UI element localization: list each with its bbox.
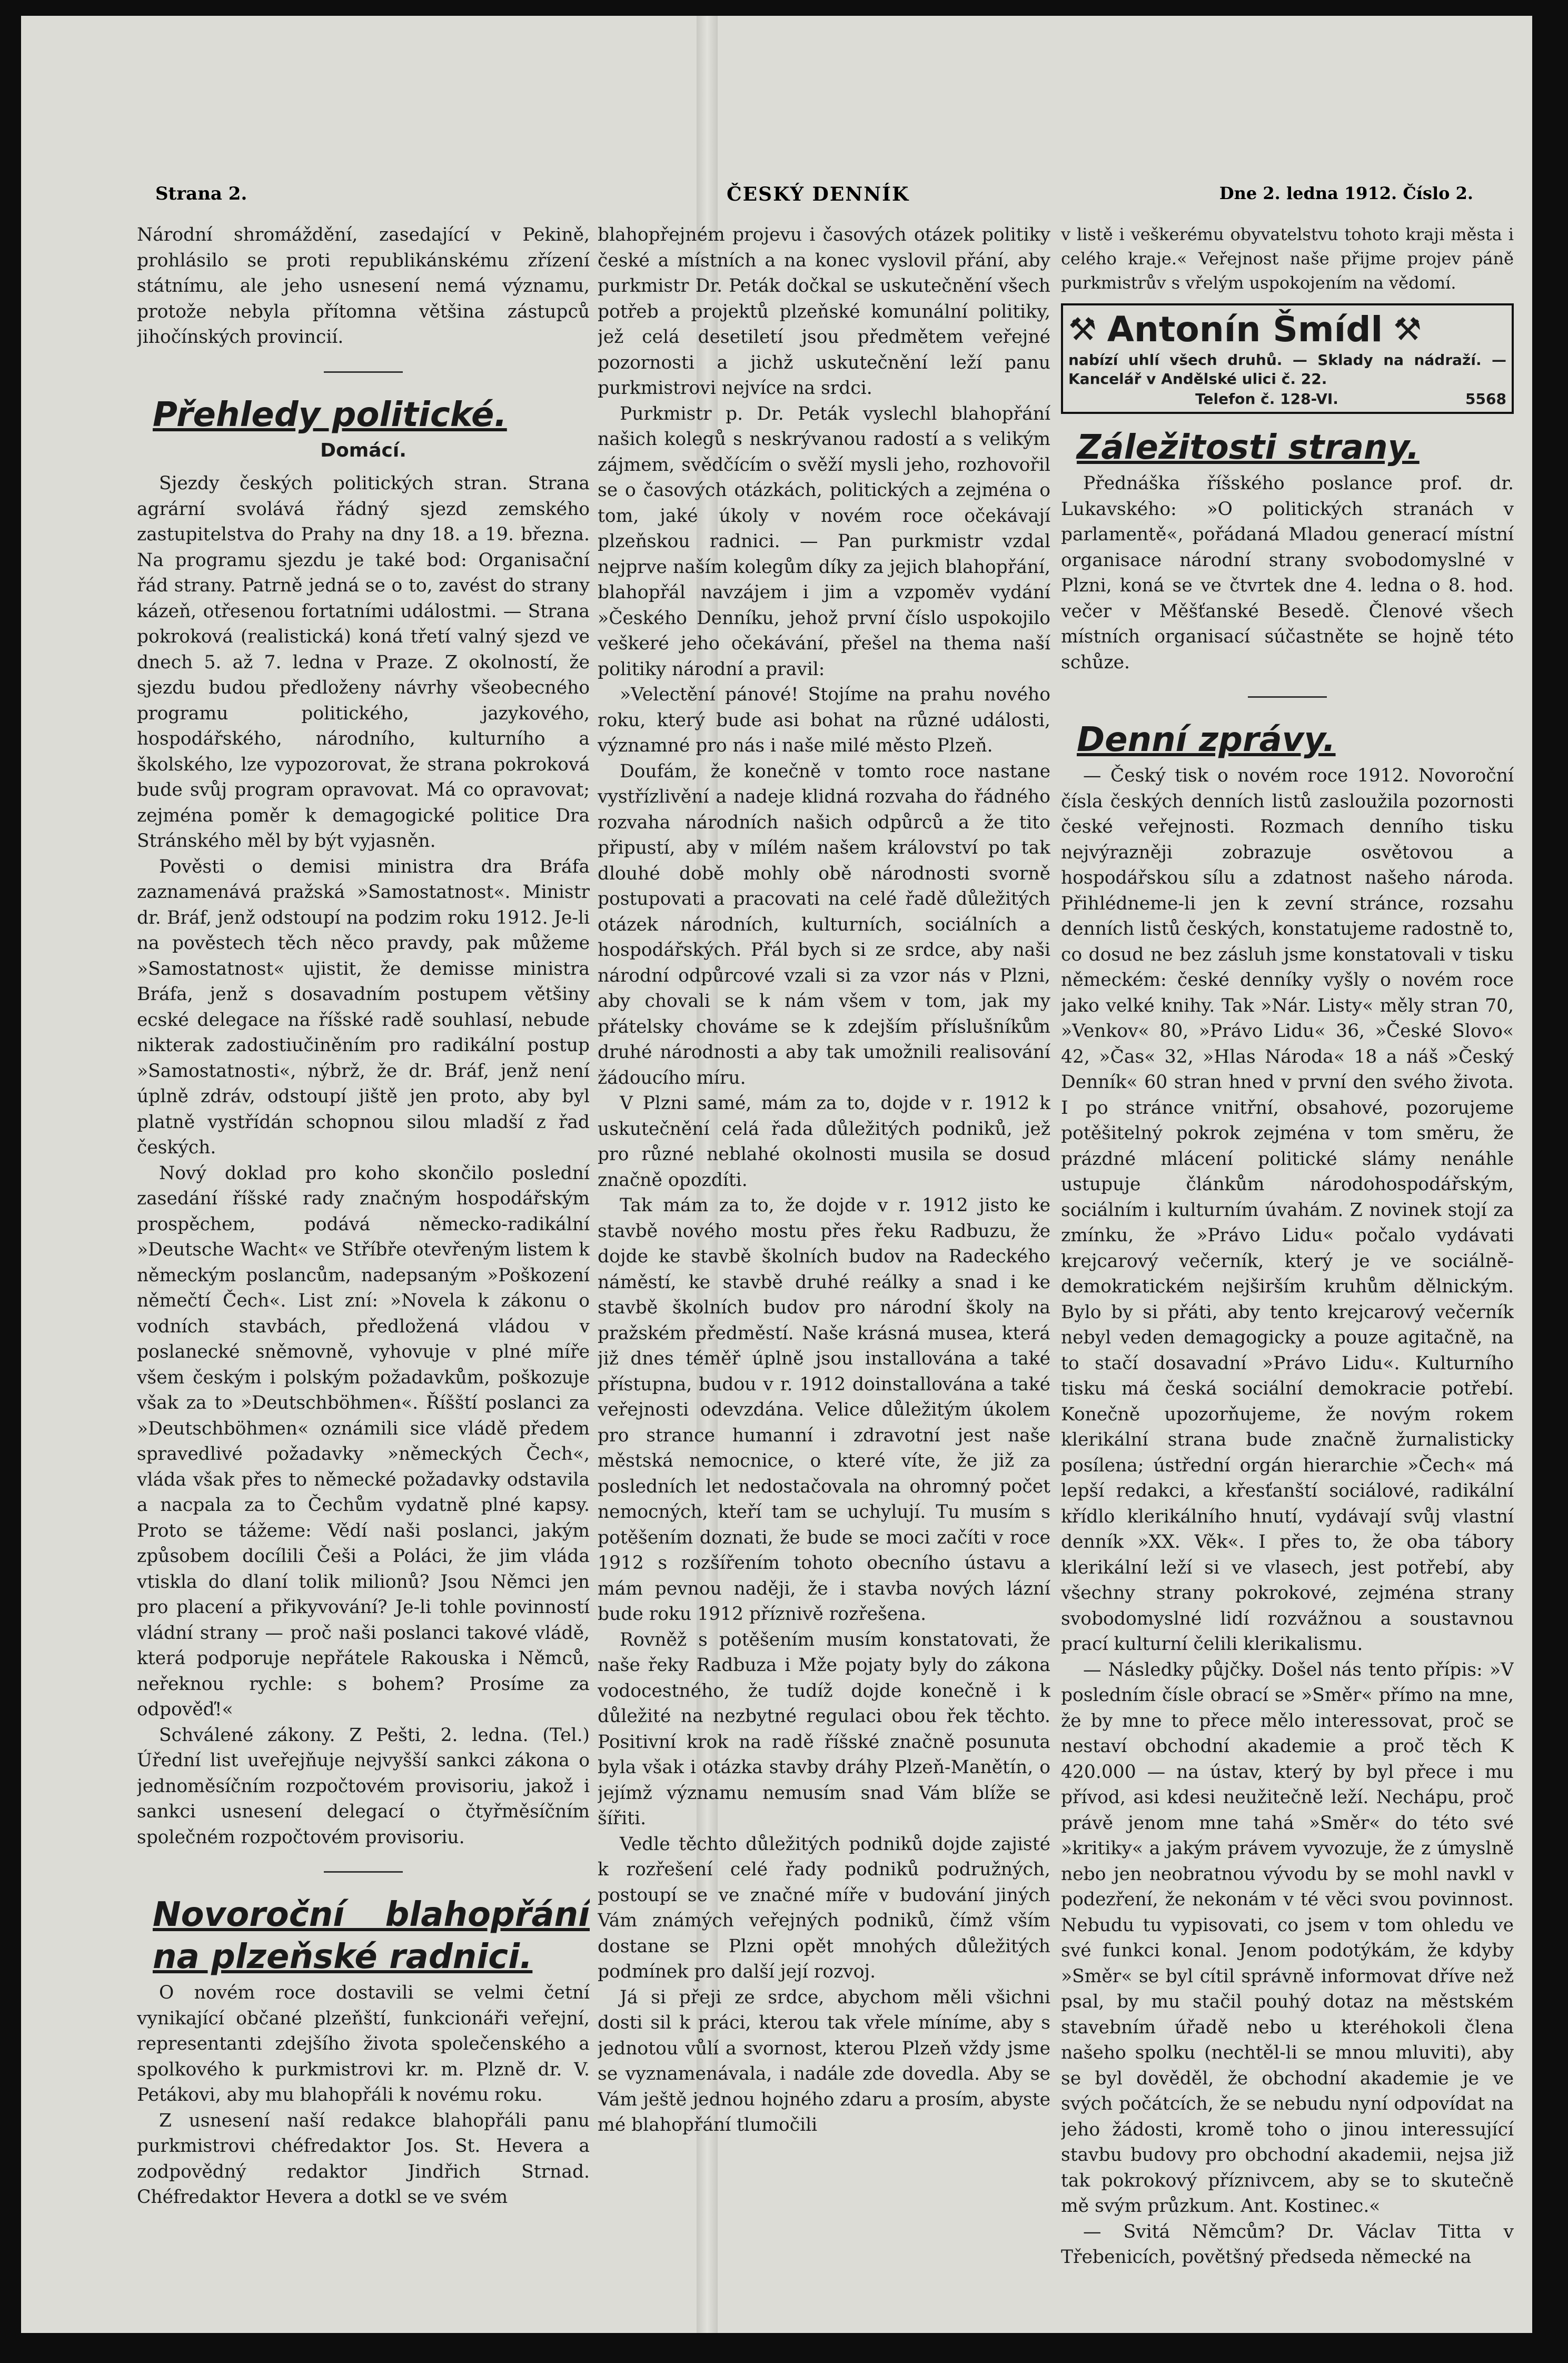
article-text: Schválené zákony. Z Pešti, 2. ledna. (Tel.) Úřední list uveřejňuje nejvyšší sankci zákona o jednoměsíčním rozpočtovém provisoriu, jakož i sankci usnesení delegací o čtyřměsíčním společném rozpočtovém provisoriu.: [137, 1724, 590, 1848]
article-text: Já si přeji ze srdce, abychom měli všichni dosti sil k práci, kterou tak vřele míníme, aby s jednotou vůlí a svornost, kterou Plzeň vždy jsme se vyznamenávala, i nadále zde dovedla. Aby se Vám ještě jednou hojného zdaru a prosím, abyste mé blahopřání tlumočili: [598, 1986, 1050, 2135]
divider: [324, 1871, 403, 1873]
section-heading: Přehledy politické.: [153, 395, 507, 434]
section-heading: Novoroční blahopřání na plzeňské radnici.: [153, 1895, 590, 1976]
article-text: »Velectění pánové! Stojíme na prahu nového roku, který bude asi bohat na různé události, významné pro nás i naše milé město Plzeň.: [598, 684, 1050, 756]
section-subheading: Domácí.: [320, 439, 406, 461]
crossed-hammers-icon: ⚒: [1068, 311, 1097, 348]
column-1: [137, 222, 590, 2318]
article-text: Doufám, že konečně v tomto roce nastane vystřízlivění a nadeje klidná rozvaha do řádného rozvaha národních našich odpůrců a že tito připustí, aby v mílém našem království po tak dlouhé době mohly obě národnosti svorně postupovati a pracovati na celé řadě důležitých otázek národních, kulturních, sociálních a hospodářských. Přál bych si ze srdce, aby naši národní odpůrcové vzali si za vzor nás v Plzni, aby chovali se k nám všem v tom, jak my přátelsky chováme se k zdejším příslušníkům druhé národnosti a aby tak umožnili realisování žádoucího míru.: [598, 760, 1050, 1089]
article-text: — Následky půjčky. Došel nás tento přípis: »V posledním čísle obrací se »Směr« přímo na mne, že by mne to přece mělo interessovat, proč se nestaví obchodní akademie a proč těch K 420.000 — na ústav, který by byl přece i mu přívod, asi kdesi neužitečně leží. Nechápu, proč právě jenom mne tahá »Směr« do této své »kritiky« a jakým právem vyvozuje, že z úmyslně nebo jen neobratnou vývodu by se mohl navkl v podezření, že nekonám v té věci svou povinnost. Nebudu tu vypisovati, co jsem v tom ohledu ve své funkci konal. Jenom podotýkám, že kdyby »Směr« se byl cítil správně informovat dříve než psal, by mu stačil pouhý dotaz na městském stavebním úřadě nebo u kteréhokoli člena našeho spolku (nechtěl-li se mnou mluviti), aby se byl dověděl, že obchodní akademie je ve svých počátcích, že se nebudu nyní odpovídat na jeho žádosti, kromě toho o jinou interessující stavbu budovy pro obchodní akademii, nejsa již tak pokrokový příznivcem, aby se to skutečně mě svým průzkum. Ant. Kostinec.«: [1061, 1659, 1514, 2217]
section-heading: Záležitosti strany.: [1077, 428, 1420, 467]
ad-code: 5568: [1465, 390, 1506, 408]
page-label: Strana 2.: [155, 183, 247, 204]
article-text: Purkmistr p. Dr. Peták vyslechl blahopřání našich kolegů s neskrývanou radostí a s velikým zájmem, svědčícím o svěží mysli jeho, rozhovořil se o časových otázkách, politických a zejména o tom, jaké úkoly v novém roce očekávají plzeňskou radnici. — Pan purkmistr vzdal nejprve naším kolegům díky za jejich blahopřání, blahopřál navzájem i jim a vzpoměv vydání »Českého Denníku, jehož první číslo uspokojilo veškeré jeho očekávání, přešel na thema naší politiky národní a pravil:: [598, 403, 1050, 680]
article-text: O novém roce dostavili se velmi četní vynikající občané plzeňští, funkcionáři veřejní, representanti zdejšího života společenského a spolkového k purkmistrovi kr. m. Plzně dr. V. Petákovi, aby mu blahopřáli k novému roku.: [137, 1982, 590, 2105]
column-3: [1061, 222, 1514, 2318]
divider: [324, 371, 403, 373]
article-text: Nový doklad pro koho skončilo poslední zasedání říšské rady značným hospodářským prospěchem, podává německo-radikální »Deutsche Wacht« ve Stříbře otevřeným listem k německým poslancům, nadepsaným »Poškození němečtí Čech«. List zní: »Novela k zákonu o vodních stavbách, předložená vládou v poslanecké sněmovně, vyhovuje v plné míře všem českým i polským požadavkům, poškozuje však za to »Deutschböhmen«. Říšští poslanci za »Deutschböhmen« oznámili sice vládě předem spravedlivé požadavky »německých Čech«, vláda však přes to německé požadavky odstavila a nacpala za to Čechům vydatně plné kapsy. Proto se tážeme: Vědí naši poslanci, jakým způsobem docílili Češi a Poláci, že jim vláda vtiskla do dlaní tolik milionů? Jsou Němci jen pro placení a přikyvování? Je-li tohle povinností vládní strany — proč naši poslanci takové vládě, která podporuje nepřátele Rakouska i Němců, neřeknou rychle: s bohem? Prosíme za odpověď!«: [137, 1162, 590, 1720]
article-text: Přednáška říšského poslance prof. dr. Lukavského: »O politických stranách v parlamentě«, pořádaná Mladou generací místní organisace národní strany svobodomyslné v Plzni, koná se ve čtvrtek dne 4. ledna o 8. hod. večer v Měšťanské Besedě. Členové všech místních organisací súčastněte se hojně této schůze.: [1061, 473, 1514, 673]
article-text: V Plzni samé, mám za to, dojde v r. 1912 k uskutečnění celá řada důležitých podniků, jež pro různé neblahé okolnosti musila se dosud značně opozdíti.: [598, 1093, 1050, 1191]
article-text: blahopřejném projevu i časových otázek politiky české a místních a na konec vyslovil přání, aby purkmistr Dr. Peták dočkal se uskutečnění všech potřeb a projektů plzeňské komunální politiky, jež celá desetiletí jsou předmětem veřejné pozornosti a jichž uskutečnění leží panu purkmistrovi nejvíce na srdci.: [598, 224, 1050, 399]
crossed-hammers-icon: ⚒: [1393, 311, 1422, 348]
article-text: Pověsti o demisi ministra dra Bráfa zaznamenává pražská »Samostatnost«. Ministr dr. Bráf, jenž odstoupí na podzim roku 1912. Je-li na pověstech těch něco pravdy, pak můžeme »Samostatnost« ujistit, že demisse ministra Bráfa, jenž s dosavadním postupem většiny ecské delegace na říšské radě souhlasí, nebude nikterak zadostiučiněním pro radikální postup »Samostatnosti«, nýbrž, že dr. Bráf, jenž není úplně zdráv, odstoupí jiště jen proto, aby byl platně vystřídán schopnou silou mladší z řad českých.: [137, 856, 590, 1158]
article-text: Z usnesení naší redakce blahopřáli panu purkmistrovi chéfredaktor Jos. St. Hevera a zodpovědný redaktor Jindřich Strnad. Chéfredaktor Hevera a dotkl se ve svém: [137, 2110, 590, 2208]
ad-name: [1068, 309, 1506, 351]
ad-footer: [1068, 390, 1506, 409]
article-text: Sjezdy českých politických stran. Strana agrární svolává řádný sjezd zemského zastupitelstva do Prahy na dny 18. a 19. března. Na programu sjezdu je také bod: Organisační řád strany. Patrně jedná se o to, zavést do strany kázeň, otřesenou fortatními událostmi. — Strana pokroková (realistická) koná třetí valný sjezd ve dnech 5. až 7. ledna v Praze. Z okolností, že sjezdu budou předloženy návrhy všeobecného programu politického, jazykového, hospodářského, národního, kulturního a školského, lze vypozorovat, že strana pokroková bude svůj program opravovat. Má co opravovat; zejména poměr k demagogické politice Dra Stránského měl by být vyjasněn.: [137, 473, 590, 852]
article-text: — Svitá Němcům? Dr. Václav Titta v Třebenicích, povětšný předseda německé na: [1061, 2221, 1514, 2268]
page-header: [21, 183, 1532, 215]
article-text: Vedle těchto důležitých podniků dojde zajisté k rozřešení celé řady podniků podružných, postoupí se ve značné míře v budování jiných Vám známých veřejných podniků, čímž vším dostane se Plzni opět mnohých důležitých podmínek pro další její rozvoj.: [598, 1833, 1050, 1982]
ad-text: nabízí uhlí všech druhů. — Sklady na nádraží. — Kancelář v Andělské ulici č. 22.: [1068, 351, 1506, 388]
column-2: [598, 222, 1050, 2318]
advertisement: [1061, 303, 1514, 414]
article-text: Národní shromáždění, zasedající v Pekině, prohlásilo se proti republikánskému zřízení státnímu, ale jeho usnesení nemá významu, protože nebyla přítomna většina zástupců jihočínských provincií.: [137, 224, 590, 348]
newspaper-page: [21, 16, 1532, 2333]
ad-phone: Telefon č. 128-VI.: [1195, 390, 1338, 408]
notice-text: v listě i veškerému obyvatelstvu tohoto kraji města i celého kraje.« Veřejnost naše přijme projev páně purkmistrův s vřelým uspokojením na vědomí.: [1061, 224, 1514, 293]
divider: [1248, 696, 1327, 698]
newspaper-title: ČESKÝ DENNÍK: [727, 183, 910, 205]
article-text: — Český tisk o novém roce 1912. Novoroční čísla českých denních listů zasloužila pozornosti české veřejnosti. Rozmach denního tisku nejvýrazněji zobrazuje osvětovou a hospodářskou sílu a zdatnost našeho národa. Přihlédneme-li jen k zevní stránce, rozsahu denních listů českých, konstatujeme radostně to, co dosud ne bez zásluh jsme konstatovali v tisku německém: české denníky vyšly o novém roce jako velké knihy. Tak »Nár. Listy« měly stran 70, »Venkov« 80, »Právo Lidu« 36, »České Slovo« 42, »Čas« 32, »Hlas Národa« 18 a náš »Český Denník« 60 stran hned v první den svého života. I po stránce vnitřní, obsahové, pozorujeme potěšitelný pokrok zejména v tom směru, že prázdné mlácení politické slámy nenáhle ustupuje článkům národohospodářským, sociálním i kulturním úvahám. Z novinek stojí za zmínku, že »Právo Lidu« počalo vydávati krejcarový večerník, který je ve sociálně-demokratickém nejširším kruhům dělnickým. Bylo by si přáti, aby tento krejcarový večerník nebyl veden demagogicky a pouze agitačně, na to stačí dosavadní »Právo Lidu«. Kulturního tisku má česká sociální demokracie potřebí. Konečně upozorňujeme, že novým rokem klerikální strana bude značně žurnalisticky posílena; ústřední orgán hierarchie »Čech« má lepší redakci, a křesťanští sociálové, radikální křídlo klerikálního hnutí, vydávají svůj vlastní denník »XX. Věk«. I přes to, že oba tábory klerikální leží si ve vlasech, jest potřebí, aby všechny strany pokrokové, zejména strany svobodomyslné lidí rozvážnou a soustavnou prací kulturní čelili klerikalismu.: [1061, 765, 1514, 1655]
issue-date: Dne 2. ledna 1912. Číslo 2.: [1219, 183, 1473, 203]
ad-company: Antonín Šmídl: [1107, 309, 1383, 350]
section-heading: Denní zprávy.: [1077, 720, 1336, 759]
article-text: Rovněž s potěšením musím konstatovati, že naše řeky Radbuza i Mže pojaty byly do zákona vodocestného, že tudíž dojde konečně i k důležité na nezbytné regulaci obou řek těchto. Positivní krok na radě říšské značně posunuta byla však i otázka stavby dráhy Plzeň-Manětín, o jejímž významu nemusím snad Vám blíže se šířiti.: [598, 1629, 1050, 1829]
article-text: Tak mám za to, že dojde v r. 1912 jisto ke stavbě nového mostu přes řeku Radbuzu, že dojde ke stavbě školních budov na Radeckého náměstí, ke stavbě druhé reálky a snad i ke stavbě školních budov pro národní školy na pražském předměstí. Naše krásná musea, která již dnes téměř úplně jsou installována a také přístupna, budou v r. 1912 doinstallována a také veřejnosti odevzdána. Velice důležitým úkolem pro strance humanní i zdravotní jest naše městská nemocnice, o které víte, že již za posledních let nedostačovala na ohromný počet nemocných, kteří tam se uchylují. Tu musím s potěšením doznati, že bude se moci začíti v roce 1912 s rozšířením tohoto obecního ústavu a mám pevnou naději, že i stavba nových lázní bude roku 1912 příznivě rozřešena.: [598, 1195, 1050, 1625]
